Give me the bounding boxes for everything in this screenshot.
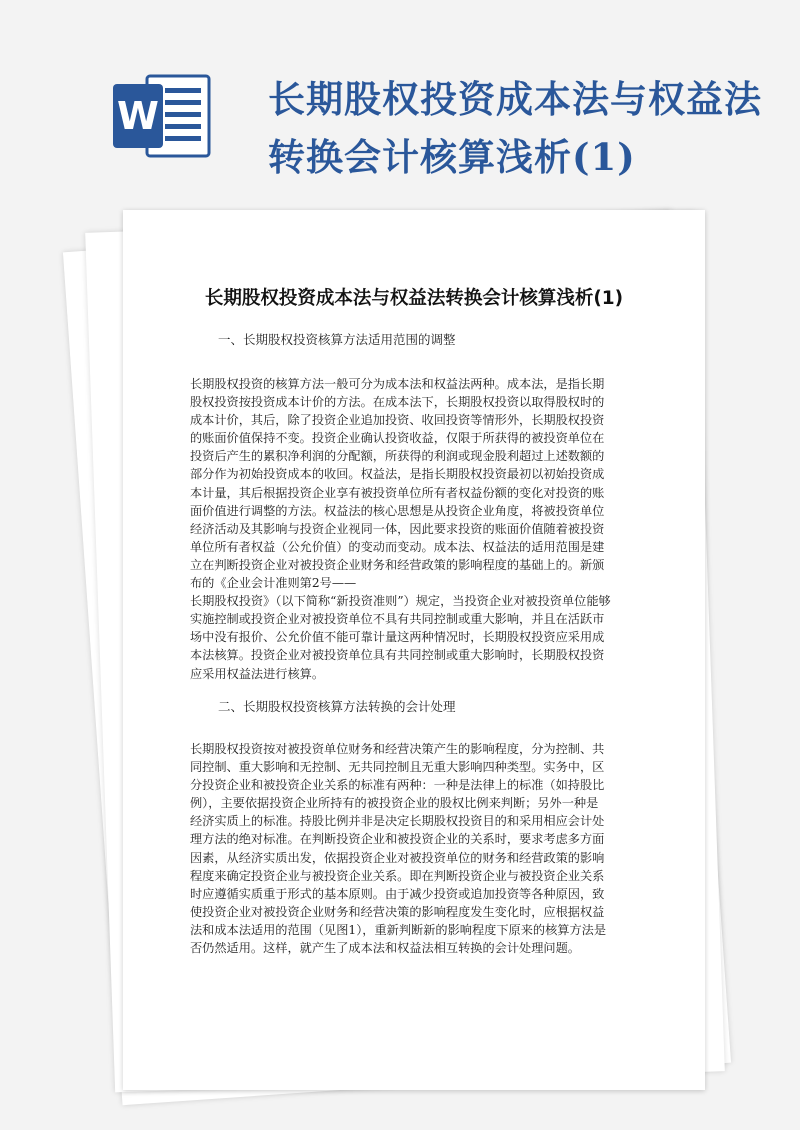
- word-document-icon: [113, 72, 213, 160]
- paragraph-line: 布的《企业会计准则第2号——: [190, 576, 357, 591]
- svg-text:W: W: [117, 94, 159, 138]
- section-heading: 二、长期股权投资核算方法转换的会计处理: [218, 699, 456, 714]
- paragraph-line: 法和成本法适用的范围（见图1），重新判断新的影响程度下原来的核算方法是: [190, 922, 607, 937]
- paragraph-line: 同控制、重大影响和无控制、无共同控制且无重大影响四种类型。实务中，区: [190, 760, 605, 775]
- paragraph-line: 本法核算。投资企业对被投资单位具有共同控制或重大影响时，长期股权投资: [190, 648, 605, 663]
- paragraph-line: 投资后产生的累积净利润的分配额，所获得的利润或现金股利超过上述数额的: [190, 449, 605, 464]
- paragraph-line: 因素，从经济实质出发，依据投资企业对被投资单位的财务和经营政策的影响: [190, 850, 605, 865]
- paragraph-line: 应采用权益法进行核算。: [190, 666, 325, 681]
- paragraph-line: 立在判断投资企业对被投资企业财务和经营政策的影响程度的基础上的。新颁: [190, 557, 605, 572]
- paragraph-line: 例），主要依据投资企业所持有的被投资企业的股权比例来判断；另外一种是: [190, 796, 599, 811]
- header-title-line1: 长期股权投资成本法与权益法: [268, 77, 762, 121]
- paragraph-line: 理方法的绝对标准。在判断投资企业和被投资企业的关系时，要求考虑多方面: [190, 832, 605, 847]
- paragraph-line: 面价值进行调整的方法。权益法的核心思想是从投资企业角度，将被投资单位: [190, 503, 605, 518]
- paragraph-line: 经济实质上的标准。持股比例并非是决定长期股权投资目的和采用相应会计处: [190, 814, 605, 829]
- paragraph-line: 长期股权投资的核算方法一般可分为成本法和权益法两种。成本法，是指长期: [190, 377, 605, 391]
- paragraph-line: 成本计价，其后，除了投资企业追加投资、收回投资等情形外，长期股权投资: [190, 413, 605, 428]
- paragraph-line: 分投资企业和被投资企业关系的标准有两种：一种是法律上的标准（如持股比: [190, 778, 605, 793]
- paragraph-line: 股权投资按投资成本计价的方法。在成本法下，长期股权投资以取得股权时的: [190, 395, 605, 410]
- section-heading: 一、长期股权投资核算方法适用范围的调整: [218, 332, 456, 347]
- paragraph-line: 使投资企业对被投资企业财务和经营决策的影响程度发生变化时，应根据权益: [190, 904, 605, 919]
- paragraph-line: 经济活动及其影响与投资企业视同一体，因此要求投资的账面价值随着被投资: [190, 521, 605, 536]
- paragraph-line: 实施控制或投资企业对被投资单位不具有共同控制或重大影响，并且在活跃市: [190, 612, 605, 627]
- paragraph-line: 否仍然适用。这样，就产生了成本法和权益法相互转换的会计处理问题。: [190, 941, 580, 956]
- header: [0, 0, 800, 200]
- body-paragraph: [190, 375, 636, 683]
- paragraph-line: 长期股权投资》（以下简称“新投资准则”）规定，当投资企业对被投资单位能够: [190, 594, 611, 609]
- document-page: [123, 210, 705, 1090]
- paragraph-line: 长期股权投资按对被投资单位财务和经营决策产生的影响程度，分为控制、共: [190, 742, 605, 756]
- paragraph-line: 场中没有报价、公允价值不能可靠计量这两种情况时，长期股权投资应采用成: [190, 630, 605, 645]
- paragraph-line: 时应遵循实质重于形式的基本原则。由于减少投资或追加投资等各种原因，致: [190, 886, 605, 901]
- document-title: 长期股权投资成本法与权益法转换会计核算浅析(1): [204, 288, 624, 309]
- body-paragraph: [190, 740, 636, 957]
- paragraph-line: 程度来确定投资企业与被投资企业关系。即在判断投资企业与被投资企业关系: [190, 868, 605, 883]
- header-title: [268, 70, 768, 186]
- header-title-line2: 转换会计核算浅析(1): [268, 135, 636, 179]
- paragraph-line: 本计量，其后根据投资企业享有被投资单位所有者权益份额的变化对投资的账: [190, 485, 605, 500]
- paragraph-line: 部分作为初始投资成本的收回。权益法，是指长期股权投资最初以初始投资成: [190, 467, 605, 482]
- paragraph-line: 的账面价值保持不变。投资企业确认投资收益，仅限于所获得的被投资单位在: [190, 431, 605, 446]
- paragraph-line: 单位所有者权益（公允价值）的变动而变动。成本法、权益法的适用范围是建: [190, 539, 605, 554]
